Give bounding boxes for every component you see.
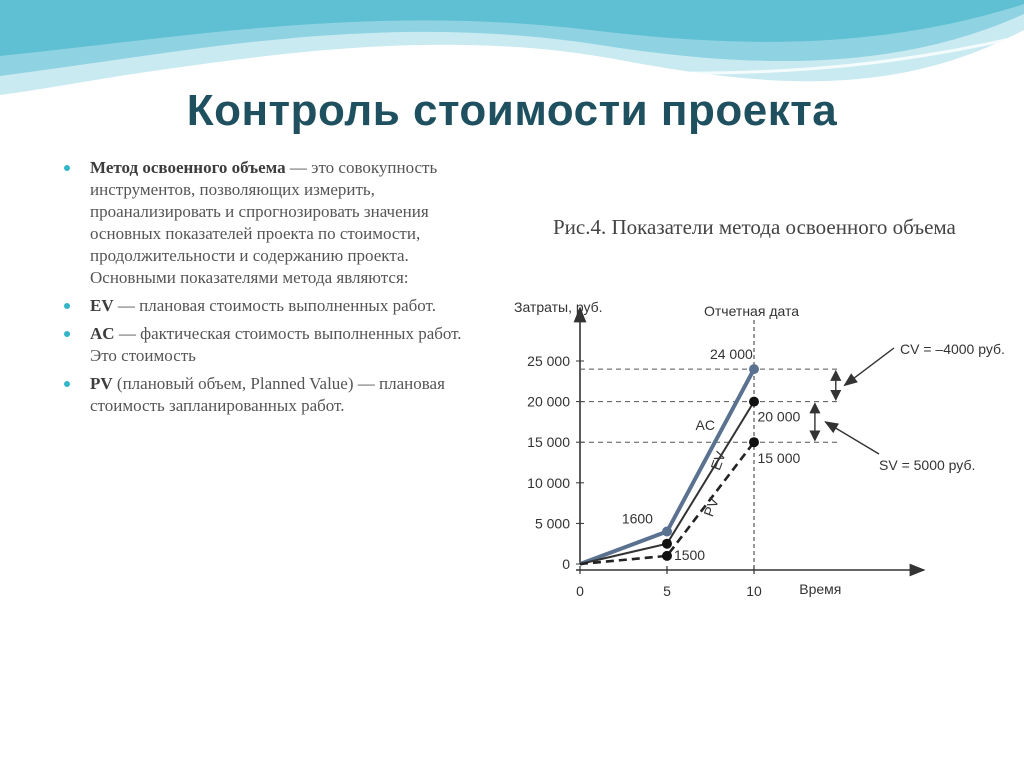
x-tick-label: 5 [663, 583, 671, 599]
earned-value-chart [494, 282, 1014, 604]
bullet-dot-icon [64, 381, 70, 387]
point-label: 1600 [621, 510, 653, 527]
data-point-pv [662, 551, 672, 561]
point-label: 24 000 [709, 346, 753, 363]
bullet-text: — плановая стоимость выполненных работ. [113, 296, 436, 315]
x-tick-label: 10 [746, 583, 762, 599]
bullet-term: EV [90, 296, 114, 315]
bullet-dot-icon [64, 165, 70, 171]
series-label-ac: AC [695, 417, 716, 434]
data-point-ev [749, 397, 759, 407]
bullet-text: — фактическая стоимость выполненных работ. Это стоимость [90, 324, 462, 365]
point-label: 20 000 [757, 408, 801, 425]
chart-panel [494, 282, 1014, 604]
bullet-term: AC [90, 324, 115, 343]
y-axis-label: Затраты, руб. [514, 299, 603, 315]
x-axis-label: Время [799, 581, 842, 597]
x-tick-label: 0 [576, 583, 584, 599]
point-label: 15 000 [757, 450, 801, 467]
y-tick-label: 0 [562, 556, 570, 572]
bullet-item [62, 373, 482, 417]
point-label: 1500 [673, 546, 706, 563]
bullet-text: (плановый объем, Planned Value) — плановая стоимость запланированных работ. [90, 374, 445, 415]
sv-annotation: SV = 5000 руб. [879, 457, 976, 473]
bullet-item [62, 295, 482, 317]
y-tick-label: 5 000 [534, 515, 570, 532]
figure-caption: Рис.4. Показатели метода освоенного объема [553, 215, 956, 239]
bullet-list [62, 157, 482, 423]
bullet-term: PV [90, 374, 113, 393]
series-label-ev: EV [707, 449, 729, 473]
data-point-pv [749, 437, 759, 447]
bullet-item [62, 323, 482, 367]
cv-annotation: CV = –4000 руб. [900, 341, 1005, 357]
data-point-ev [662, 539, 672, 549]
y-tick-label: 20 000 [527, 393, 570, 410]
slide-title: Контроль стоимости проекта [186, 86, 838, 135]
data-point-ac [662, 527, 672, 537]
bullet-term: Метод освоенного объема [90, 158, 286, 177]
sv-callout-arrow [825, 422, 879, 454]
y-tick-label: 10 000 [527, 474, 570, 491]
report-date-label: Отчетная дата [704, 303, 800, 319]
bullet-dot-icon [64, 331, 70, 337]
bullet-dot-icon [64, 303, 70, 309]
data-point-ac [749, 364, 759, 374]
y-tick-label: 15 000 [527, 434, 570, 451]
series-label-pv: PV [700, 495, 722, 519]
cv-callout-arrow [844, 348, 894, 385]
bullet-text: — это совокупность инструментов, позволяющих измерить, проанализировать и спрогнозировать значения основных показателей проекта по стоимости, продолжительности и содержанию проекта. Основными показателями метода являются: [90, 158, 438, 287]
y-tick-label: 25 000 [527, 353, 570, 369]
bullet-item [62, 157, 482, 289]
